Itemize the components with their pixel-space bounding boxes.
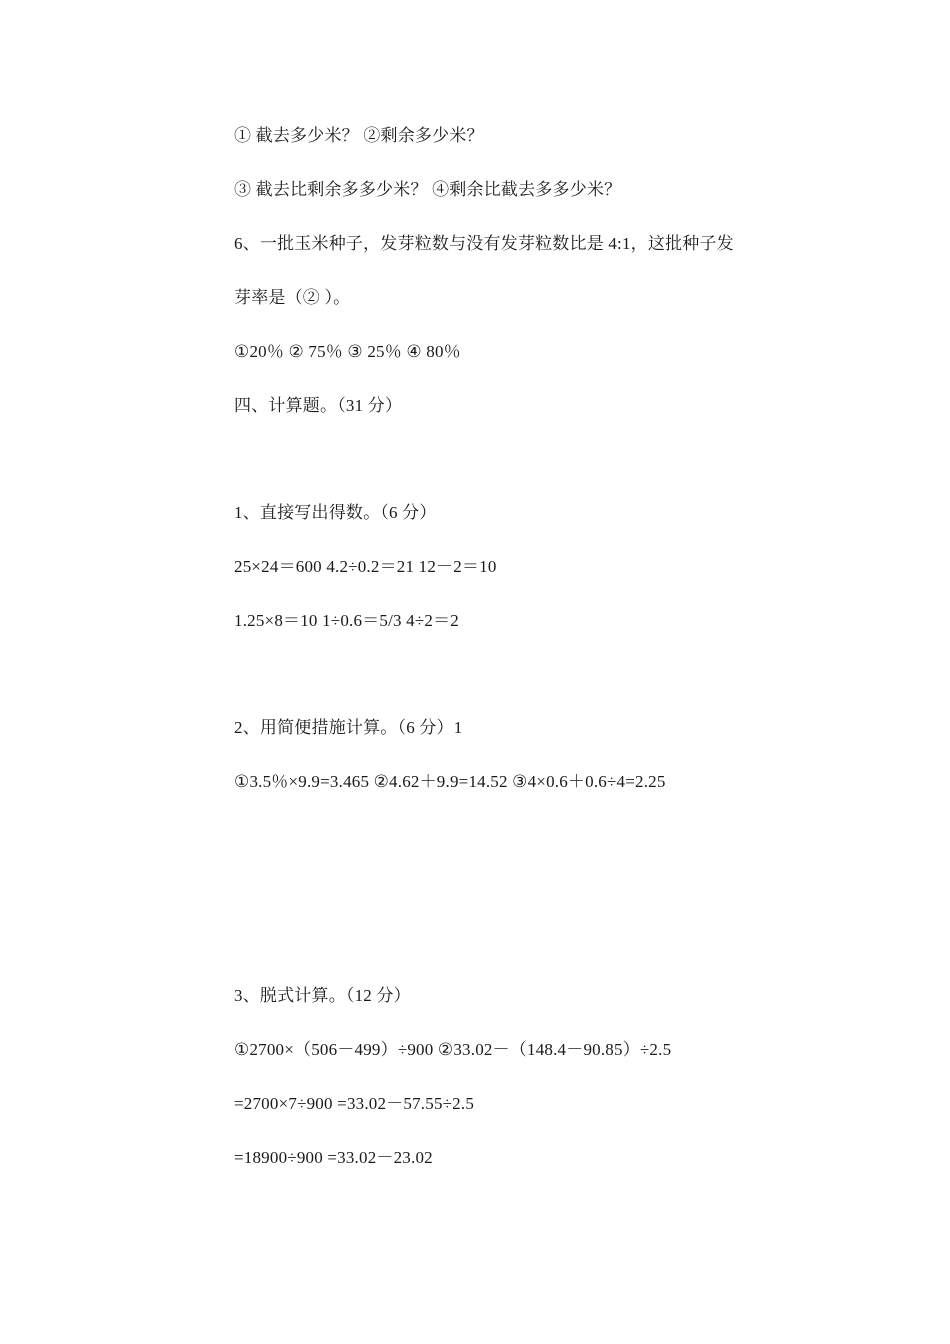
direct-answers-row-1: 25×24＝600 4.2÷0.2＝21 12－2＝10 xyxy=(234,557,497,576)
subsection-3-heading: 3、脱式计算。（12 分） xyxy=(234,986,411,1005)
direct-answers-row-2: 1.25×8＝10 1÷0.6＝5/3 4÷2＝2 xyxy=(234,611,459,630)
step-calculation-line-2: =2700×7÷900 =33.02－57.55÷2.5 xyxy=(234,1094,475,1113)
question-5-options-line-1: ① 截去多少米？ ②剩余多少米？ xyxy=(234,126,484,145)
simplified-calculations: ①3.5％×9.9=3.465 ②4.62＋9.9=14.52 ③4×0.6＋0.6÷4=2.25 xyxy=(234,772,666,791)
question-6-options: ①20％ ② 75％ ③ 25％ ④ 80％ xyxy=(234,342,461,361)
question-5-options-line-2: ③ 截去比剩余多多少米？ ④剩余比截去多多少米？ xyxy=(234,180,622,199)
subsection-1-heading: 1、直接写出得数。（6 分） xyxy=(234,503,437,522)
subsection-2-heading: 2、用简便措施计算。（6 分）1 xyxy=(234,718,463,737)
step-calculation-line-3: =18900÷900 =33.02－23.02 xyxy=(234,1148,433,1167)
section-4-heading: 四、计算题。（31 分） xyxy=(234,396,403,415)
step-calculation-line-1: ①2700×（506－499）÷900 ②33.02－（148.4－90.85）÷2.5 xyxy=(234,1040,672,1059)
question-6-text-line-1: 6、一批玉米种子，发芽粒数与没有发芽粒数比是 4:1，这批种子发 xyxy=(234,234,734,253)
question-6-text-line-2: 芽率是（② ）。 xyxy=(234,288,351,307)
